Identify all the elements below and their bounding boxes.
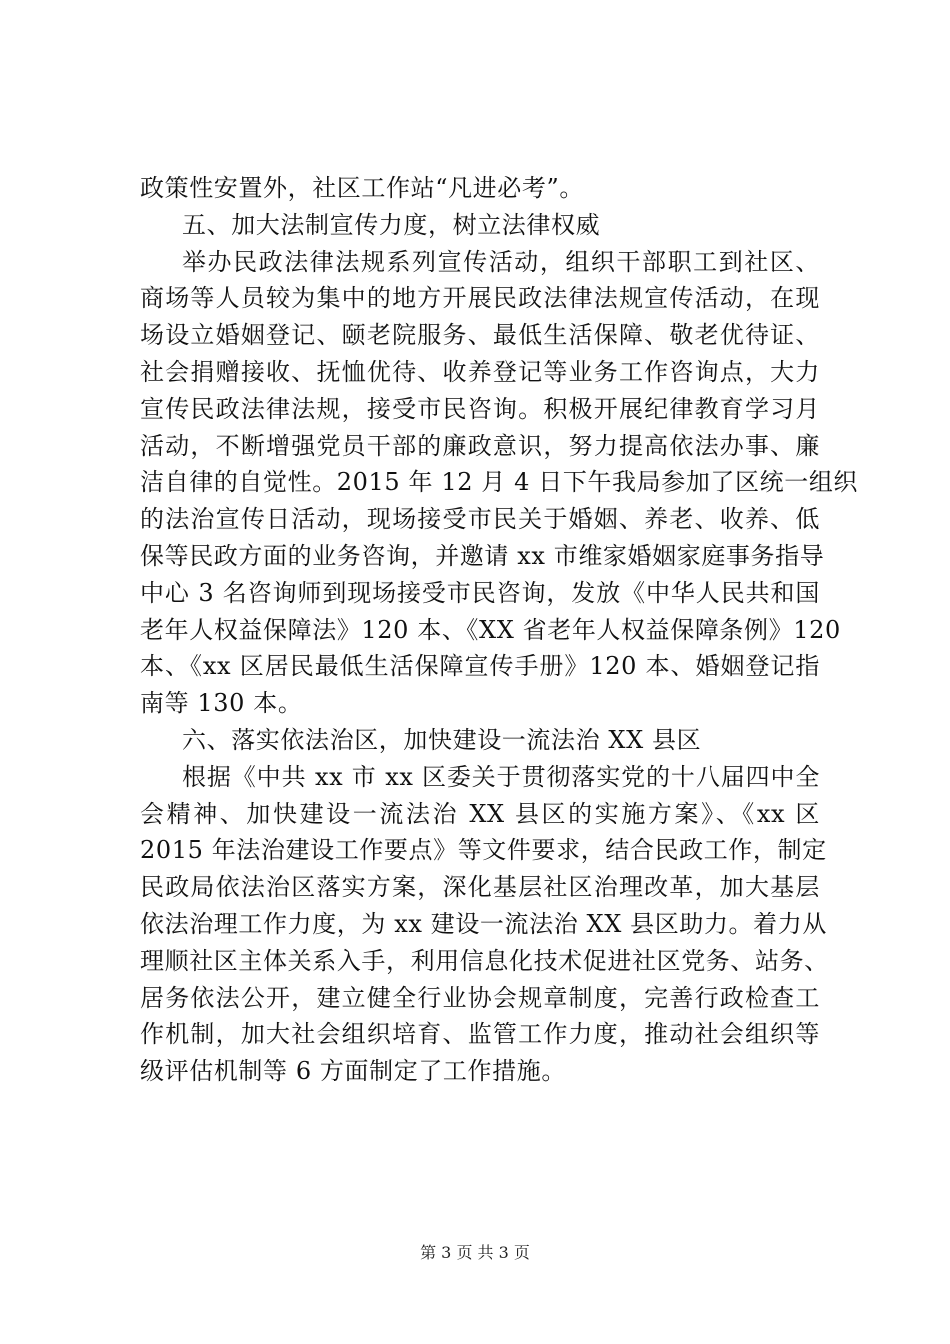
text-line: 场设立婚姻登记、颐老院服务、最低生活保障、敬老优待证、: [140, 321, 820, 350]
text-line: 居务依法公开，建立健全行业协会规章制度，完善行政检查工: [140, 983, 820, 1012]
text-line: 政策性安置外，社区工作站“凡进必考”。: [140, 174, 584, 202]
text-line: 宣传民政法律法规，接受市民咨询。积极开展纪律教育学习月: [140, 394, 820, 423]
text-line: 老年人权益保障法》120 本、《XX 省老年人权益保障条例》120: [140, 615, 841, 644]
text-line: 民政局依法治区落实方案，深化基层社区治理改革，加大基层: [140, 873, 820, 902]
text-line: 活动，不断增强党员干部的廉政意识，努力提高依法办事、廉: [140, 431, 820, 460]
text-line: 五、加大法制宣传力度，树立法律权威: [182, 210, 601, 239]
text-line: 洁自律的自觉性。2015 年 12 月 4 日下午我局参加了区统一组织: [140, 468, 859, 497]
text-line: 会精神、加快建设一流法治 XX 县区的实施方案》、《xx 区: [140, 799, 820, 828]
text-line: 保等民政方面的业务咨询，并邀请 xx 市维家婚姻家庭事务指导: [140, 541, 825, 570]
text-line: 举办民政法律法规系列宣传活动，组织干部职工到社区、: [182, 247, 820, 276]
text-line: 作机制，加大社会组织培育、监管工作力度，推动社会组织等: [140, 1020, 820, 1049]
text-line: 依法治理工作力度，为 xx 建设一流法治 XX 县区助力。着力从: [140, 909, 827, 938]
text-line: 商场等人员较为集中的地方开展民政法律法规宣传活动，在现: [140, 284, 820, 313]
text-line: 的法治宣传日活动，现场接受市民关于婚姻、养老、收养、低: [140, 505, 820, 534]
text-line: 中心 3 名咨询师到现场接受市民咨询，发放《中华人民共和国: [140, 578, 820, 607]
text-line: 级评估机制等 6 方面制定了工作措施。: [140, 1057, 566, 1086]
text-line: 本、《xx 区居民最低生活保障宣传手册》120 本、婚姻登记指: [140, 652, 820, 681]
text-line: 理顺社区主体关系入手，利用信息化技术促进社区党务、站务、: [140, 946, 829, 975]
page-footer: 第 3 页 共 3 页: [420, 1243, 530, 1262]
text-line: 2015 年法治建设工作要点》等文件要求，结合民政工作，制定: [140, 836, 827, 865]
text-line: 社会捐赠接收、抚恤优待、收养登记等业务工作咨询点，大力: [140, 357, 820, 386]
text-line: 根据《中共 xx 市 xx 区委关于贯彻落实党的十八届四中全: [182, 762, 820, 791]
text-line: 六、落实依法治区，加快建设一流法治 XX 县区: [182, 725, 702, 754]
document-body: [140, 170, 859, 1090]
text-line: 南等 130 本。: [140, 689, 303, 718]
